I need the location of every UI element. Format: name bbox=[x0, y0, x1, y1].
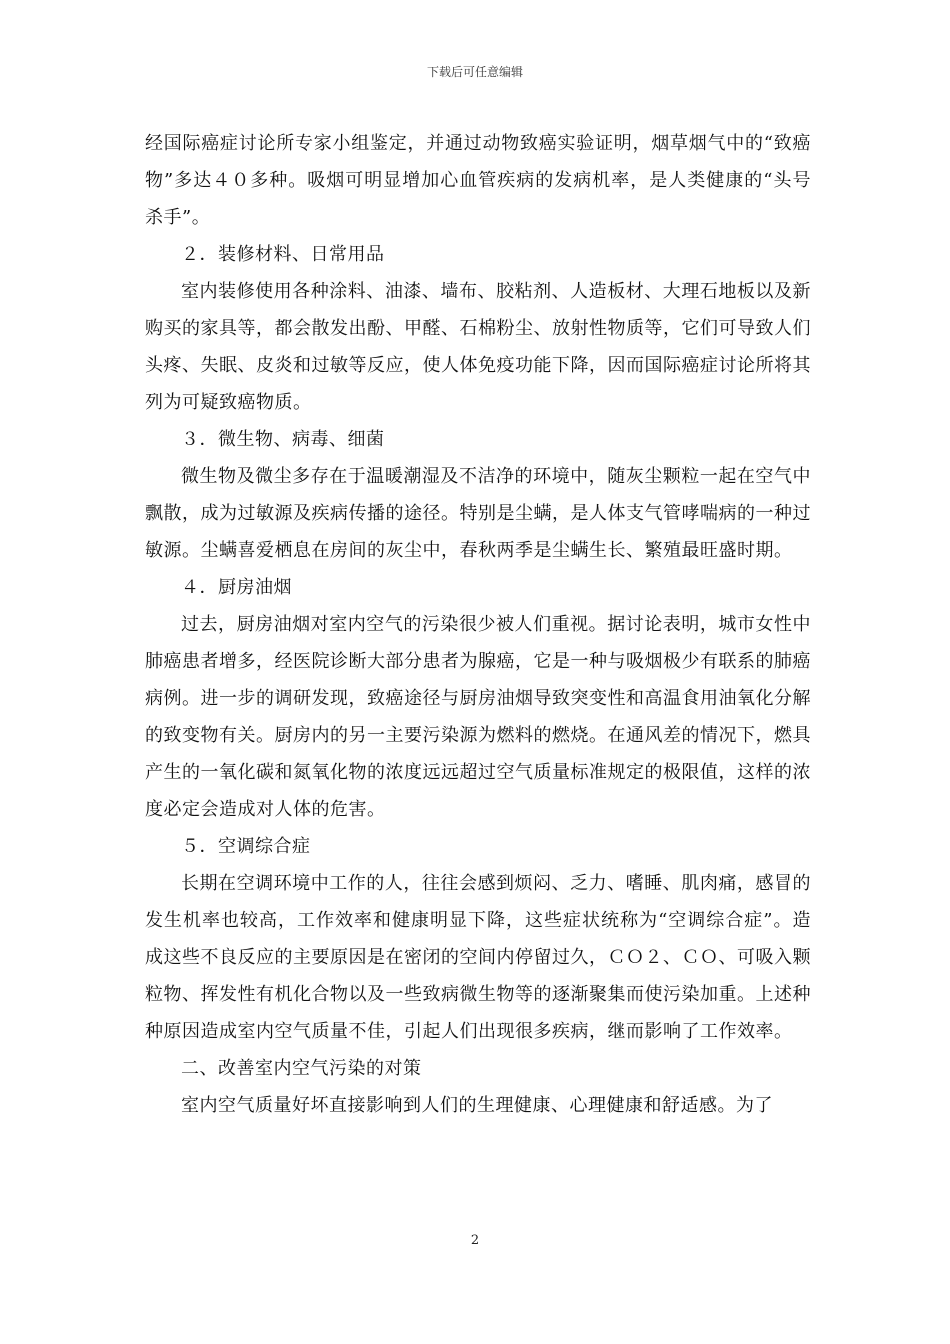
document-body bbox=[145, 125, 811, 1124]
heading-countermeasures: 二、改善室内空气污染的对策 bbox=[181, 1058, 422, 1079]
paragraph-decoration-materials: 室内装修使用各种涂料、油漆、墙布、胶粘剂、人造板材、大理石地板以及新购买的家具等，都会散发出酚、甲醛、石棉粉尘、放射性物质等，它们可导致人们头疼、失眠、皮炎和过敏等反应，使人体免疫功能下降，因而国际癌症讨论所将其列为可疑致癌物质。 bbox=[145, 281, 811, 413]
heading-decoration-materials: ２．装修材料、日常用品 bbox=[181, 244, 385, 265]
heading-kitchen-fumes: ４．厨房油烟 bbox=[181, 577, 292, 598]
page-header: 下载后可任意编辑 bbox=[426, 65, 523, 79]
heading-air-conditioning-syndrome: ５．空调综合症 bbox=[181, 836, 311, 857]
paragraph-smoking-carcinogens: 经国际癌症讨论所专家小组鉴定，并通过动物致癌实验证明，烟草烟气中的“致癌物”多达４０多种。吸烟可明显增加心血管疾病的发病机率，是人类健康的“头号杀手”。 bbox=[145, 133, 811, 228]
paragraph-kitchen-fumes: 过去，厨房油烟对室内空气的污染很少被人们重视。据讨论表明，城市女性中肺癌患者增多，经医院诊断大部分患者为腺癌，它是一种与吸烟极少有联系的肺癌病例。进一步的调研发现，致癌途径与厨房油烟导致突变性和高温食用油氧化分解的致变物有关。厨房内的另一主要污染源为燃料的燃烧。在通风差的情况下，燃具产生的一氧化碳和氮氧化物的浓度远远超过空气质量标准规定的极限值，这样的浓度必定会造成对人体的危害。 bbox=[145, 614, 811, 820]
paragraph-microorganisms: 微生物及微尘多存在于温暖潮湿及不洁净的环境中，随灰尘颗粒一起在空气中飘散，成为过敏源及疾病传播的途径。特别是尘螨，是人体支气管哮喘病的一种过敏源。尘螨喜爱栖息在房间的灰尘中，春秋两季是尘螨生长、繁殖最旺盛时期。 bbox=[145, 466, 811, 561]
heading-microorganisms: ３．微生物、病毒、细菌 bbox=[181, 429, 385, 450]
paragraph-countermeasures-intro: 室内空气质量好坏直接影响到人们的生理健康、心理健康和舒适感。为了 bbox=[181, 1095, 773, 1116]
paragraph-air-conditioning-syndrome: 长期在空调环境中工作的人，往往会感到烦闷、乏力、嗜睡、肌肉痛，感冒的发生机率也较高，工作效率和健康明显下降，这些症状统称为“空调综合症”。造成这些不良反应的主要原因是在密闭的空间内停留过久，ＣＯ２、ＣＯ、可吸入颗粒物、挥发性有机化合物以及一些致病微生物等的逐渐聚集而使污染加重。上述种种原因造成室内空气质量不佳，引起人们出现很多疾病，继而影响了工作效率。 bbox=[145, 873, 811, 1042]
page-number: 2 bbox=[470, 1233, 480, 1248]
